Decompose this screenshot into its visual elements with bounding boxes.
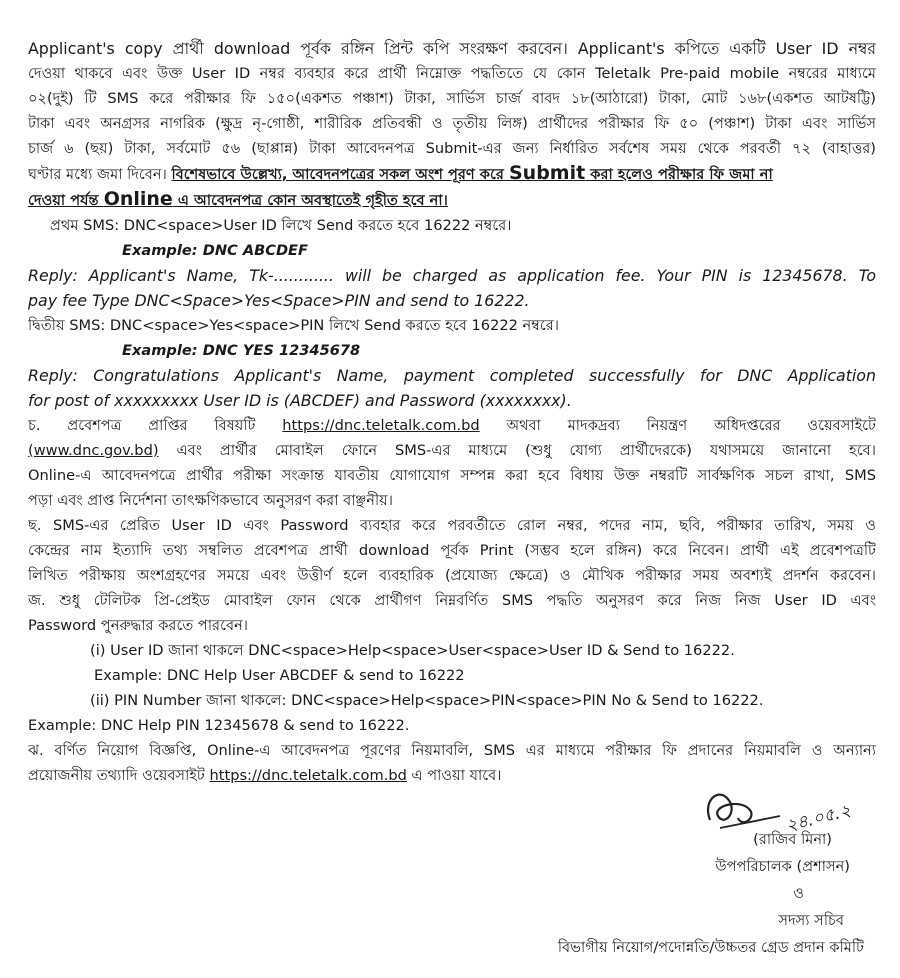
teletalk-link-2[interactable]: https://dnc.teletalk.com.bd xyxy=(209,767,407,784)
signatory-designation: উপপরিচালক (প্রশাসন) xyxy=(715,858,850,875)
para1-online-word: Online xyxy=(103,188,173,210)
para-cha-line1 xyxy=(28,413,876,438)
sms1-reply-line2: pay fee Type DNC<Space>Yes<Space>PIN and send to 16222. xyxy=(28,291,530,310)
sms2-example: Example: DNC YES 12345678 xyxy=(122,342,361,359)
sms1-example: Example: DNC ABCDEF xyxy=(122,242,308,259)
para-cha-line1-a: চ. প্রবেশপত্র প্রাপ্তির বিষয়টি xyxy=(28,417,283,434)
para1-line4: টাকা এবং অনগ্রসর নাগরিক (ক্ষুদ্র নৃ-গোষ্ঠী, শারীরিক প্রতিবন্ধী ও তৃতীয় লিঙ্গ) প্রার্থীদের পরীক্ষার ফি ৫০ (পঞ্চাশ) টাকা এবং সার্ভিস xyxy=(28,115,876,132)
para1-emphasis: বিশেষভাবে উল্লেখ্য, আবেদনপত্রের সকল অংশ পূরণ করে xyxy=(171,166,509,183)
dnc-gov-link[interactable]: (www.dnc.gov.bd) xyxy=(28,442,159,459)
sms1-reply-line1: Reply: Applicant's Name, Tk-............ will be charged as application fee. Your PIN is 12345678. To xyxy=(28,266,876,285)
sms2-instruction: দ্বিতীয় SMS: DNC<space>Yes<space>PIN লিখে Send করতে হবে 16222 নম্বরে। xyxy=(28,317,559,334)
para-cha-line2 xyxy=(28,438,876,463)
para1-line6 xyxy=(28,161,876,187)
para-ja-item2: (ii) PIN Number জানা থাকলে: DNC<space>Help<space>PIN<space>PIN No & Send to 16222. xyxy=(90,692,764,709)
para-ja-item1: (i) User ID জানা থাকলে DNC<space>Help<space>User<space>User ID & Send to 16222. xyxy=(90,642,735,659)
signatory-role: সদস্য সচিব xyxy=(778,912,844,929)
para-ja-line2: Password পুনরুদ্ধার করতে পারবেন। xyxy=(28,617,248,634)
para-cha-line4: পড়া এবং প্রাপ্ত নির্দেশনা তাৎক্ষণিকভাবে অনুসরণ করা বাঞ্ছনীয়। xyxy=(28,492,393,509)
para-ja-item1-example: Example: DNC Help User ABCDEF & send to 16222 xyxy=(94,667,465,684)
para1-line5: চার্জ ৬ (ছয়) টাকা, সর্বমোট ৫৬ (ছাপ্পান্ন) টাকা আবেদনপত্র Submit-এর জন্য নির্ধারিত সর্বশেষ সময় থেকে পরবর্তী ৭২ (বাহাত্তর) xyxy=(28,140,876,157)
para-chha-line3: লিখিত পরীক্ষায় অংশগ্রহণের সময়ে এবং উত্তীর্ণ হলে ব্যবহারিক (প্রযোজ্য ক্ষেত্রে) ও মৌখিক পরীক্ষার সময় অবশ্যই প্রদর্শন করবেন। xyxy=(28,567,876,584)
para1-line3: ০২(দুই) টি SMS করে পরীক্ষার ফি ১৫০(একশত পঞ্চাশ) টাকা, সার্ভিস চার্জ বাবদ ১৮(আঠারো) টাকা, মোট ১৬৮(একশত আটষট্টি) xyxy=(28,90,876,107)
para-chha-line2: কেন্দ্রের নাম ইত্যাদি তথ্য সম্বলিত প্রবেশপত্র প্রার্থী download পূর্বক Print (সম্ভব হলে রঙ্গিন) করে নিবেন। প্রার্থী এই প্রবেশপত্রটি xyxy=(28,542,876,559)
para-jha-line2-b: এ পাওয়া যাবে। xyxy=(406,767,502,784)
signatory-name: (রাজিব মিনা) xyxy=(753,831,832,848)
para1-line7 xyxy=(28,187,876,213)
signature-date: ২৪.০৫.২ xyxy=(783,800,853,837)
sms2-reply-line2: for post of xxxxxxxxx User ID is (ABCDEF) and Password (xxxxxxxx). xyxy=(28,391,572,410)
para1-line6-plain: ঘণ্টার মধ্যে জমা দিবেন। xyxy=(28,166,172,183)
signatory-conjunction: ও xyxy=(793,885,804,902)
sms1-instruction: প্রথম SMS: DNC<space>User ID লিখে Send করতে হবে 16222 নম্বরে। xyxy=(50,217,512,234)
para-ja-item2-example: Example: DNC Help PIN 12345678 & send to 16222. xyxy=(28,717,410,734)
para-jha-line1: ঝ. বর্ণিত নিয়োগ বিজ্ঞপ্তি, Online-এ আবেদনপত্র পূরণের নিয়মাবলি, SMS এর মাধ্যমে পরীক্ষার ফি প্রদানের নিয়মাবলি ও অন্যান্য xyxy=(28,742,876,759)
para-chha-line1: ছ. SMS-এর প্রেরিত User ID এবং Password ব্যবহার করে পরবর্তীতে রোল নম্বর, পদের নাম, ছবি, পরীক্ষার তারিখ, সময় ও xyxy=(28,517,876,534)
para1-line7-a: দেওয়া পর্যন্ত xyxy=(28,192,104,209)
signature-block xyxy=(480,826,900,961)
teletalk-link[interactable]: https://dnc.teletalk.com.bd xyxy=(282,417,480,434)
sms2-reply-line1: Reply: Congratulations Applicant's Name, payment completed successfully for DNC Application xyxy=(28,366,876,385)
para-cha-line1-b: অথবা মাদকদ্রব্য নিয়ন্ত্রণ অধিদপ্তরের ওয়েবসাইটে xyxy=(479,417,876,434)
para1-line7-b: এ আবেদনপত্র কোন অবস্থাতেই গৃহীত হবে না। xyxy=(172,192,448,209)
para-cha-line2-b: এবং প্রার্থীর মোবাইল ফোনে SMS-এর মাধ্যমে (শুধু যোগ্য প্রার্থীদেরকে) যথাসময়ে জানানো হবে। xyxy=(158,442,876,459)
para1-line1: Applicant's copy প্রার্থী download পূর্বক রঙ্গিন প্রিন্ট কপি সংরক্ষণ করবেন। Applicant's কপিতে একটি User ID নম্বর xyxy=(28,39,876,58)
para1-submit-word: Submit xyxy=(509,162,586,184)
signatory-committee: বিভাগীয় নিয়োগ/পদোন্নতি/উচ্চতর গ্রেড প্রদান কমিটি xyxy=(557,939,864,956)
para1-emphasis-2: করা হলেও পরীক্ষার ফি জমা না xyxy=(585,166,773,183)
para-ja-line1: জ. শুধু টেলিটক প্রি-প্রেইড মোবাইল ফোন থেকে প্রার্থীগণ নিম্নবর্ণিত SMS পদ্ধতি অনুসরণ করে নিজ নিজ User ID এবং xyxy=(28,592,876,609)
para-cha-line3: Online-এ আবেদনপত্রে প্রার্থীর পরীক্ষা সংক্রান্ত যাবতীয় যোগাযোগ সম্পন্ন করা হবে বিধায় উক্ত নম্বরটি সার্বক্ষণিক সচল রাখা, SMS xyxy=(28,467,876,484)
para1-line2: দেওয়া থাকবে এবং উক্ত User ID নম্বর ব্যবহার করে প্রার্থী নিম্নোক্ত পদ্ধতিতে যে কোন Teletalk Pre-paid mobile নম্বরের মাধ্যমে xyxy=(28,65,876,82)
para-jha-line2-a: প্রয়োজনীয় তথ্যাদি ওয়েবসাইট xyxy=(28,767,210,784)
